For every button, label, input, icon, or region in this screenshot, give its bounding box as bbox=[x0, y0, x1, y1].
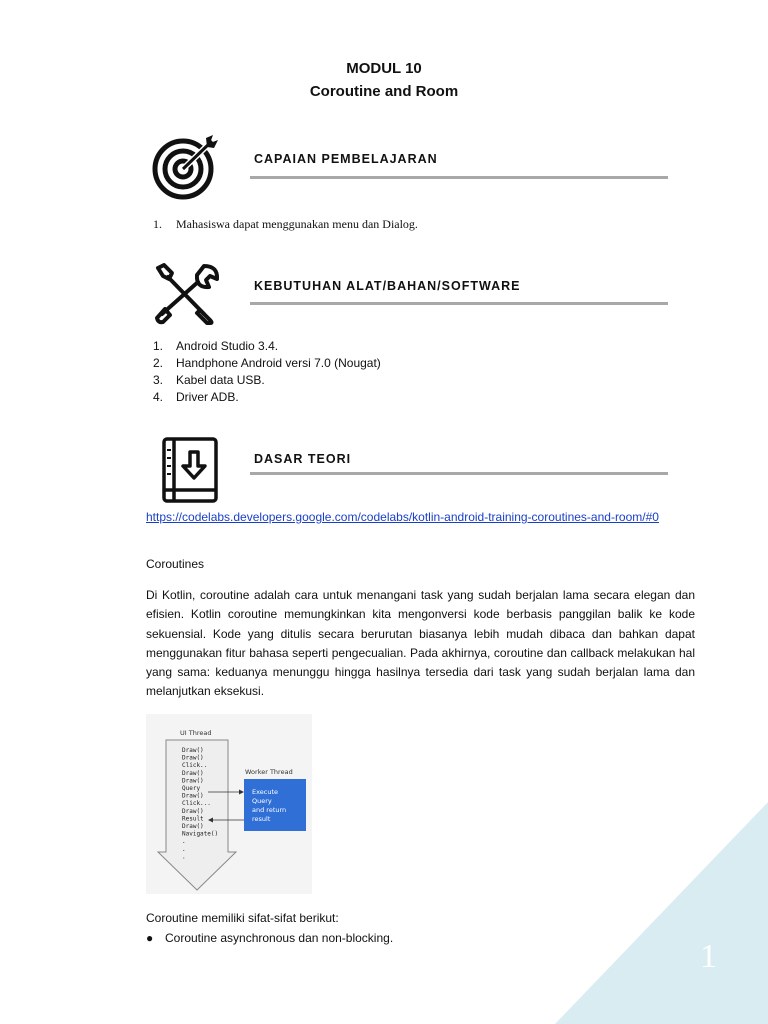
thread-call-label: Draw() bbox=[182, 777, 204, 785]
capaian-list bbox=[153, 216, 418, 233]
worker-box-label: Query bbox=[252, 797, 272, 805]
section-divider bbox=[250, 302, 668, 305]
section-divider bbox=[250, 176, 668, 179]
thread-call-label: . bbox=[182, 853, 186, 861]
list-item: 1. Mahasiswa dapat menggunakan menu dan Dialog. bbox=[153, 217, 418, 231]
list-item: 2. Handphone Android versi 7.0 (Nougat) bbox=[153, 356, 381, 370]
thread-call-label: Click.. bbox=[182, 762, 208, 770]
worker-box-label: Execute bbox=[252, 788, 278, 796]
thread-call-label: Draw() bbox=[182, 747, 204, 754]
thread-call-label: Draw() bbox=[182, 754, 204, 762]
bullet-dot: ● bbox=[146, 931, 154, 945]
page-title: Coroutine and Room bbox=[309, 83, 459, 100]
ui-thread-label: UI Thread bbox=[180, 729, 212, 737]
thread-call-label: Result bbox=[182, 815, 204, 823]
section-divider bbox=[250, 472, 668, 475]
worker-box-label: result bbox=[252, 815, 271, 823]
list-item: 1. Android Studio 3.4. bbox=[153, 339, 279, 353]
coroutine-paragraph: Di Kotlin, coroutine adalah cara untuk menangani task yang sudah berjalan lama secara elegan dan efisien. Kotlin coroutine memungkinkan kita mengonversi kode berbasis panggilan balik ke kode sekuensial. Kode yang ditulis secara berurutan biasanya lebih mudah dibaca dan bahkan dapat menggunakan fitur bahasa seperti pengecualian. Pada akhirnya, coroutine dan callback melakukan hal yang sama: keduanya menunggu hingga hasilnya tersedia dari task yang sudah berjalan lama dan melanjutkan eksekusi. bbox=[146, 588, 695, 699]
properties-intro: Coroutine memiliki sifat-sifat berikut: bbox=[146, 911, 339, 925]
worker-box bbox=[244, 779, 306, 831]
section-heading-dasar-teori: DASAR TEORI bbox=[254, 452, 352, 466]
download-book-icon bbox=[160, 436, 222, 504]
thread-call-label: Draw() bbox=[182, 792, 204, 800]
subheading-coroutines: Coroutines bbox=[146, 557, 205, 571]
list-item: 4. Driver ADB. bbox=[153, 390, 239, 404]
thread-call-label: Draw() bbox=[182, 807, 204, 815]
page-number: 1 bbox=[700, 938, 717, 975]
thread-call-label: Click... bbox=[182, 800, 211, 808]
section-heading-kebutuhan: KEBUTUHAN ALAT/BAHAN/SOFTWARE bbox=[254, 279, 521, 293]
codelabs-link[interactable]: https://codelabs.developers.google.com/codelabs/kotlin-android-training-coroutines-and-room/#0 bbox=[146, 510, 659, 524]
list-item: 3. Kabel data USB. bbox=[153, 373, 265, 387]
thread-call-label: . bbox=[182, 838, 186, 846]
worker-box-label: and return bbox=[252, 806, 287, 814]
kebutuhan-list bbox=[153, 338, 381, 406]
thread-call-label: Navigate() bbox=[182, 830, 219, 838]
target-icon bbox=[150, 134, 226, 200]
thread-call-label: Query bbox=[182, 785, 201, 792]
tools-icon bbox=[152, 262, 222, 326]
bullet-item: ● Coroutine asynchronous dan non-blocking. bbox=[146, 931, 394, 945]
worker-thread-label: Worker Thread bbox=[245, 768, 293, 776]
thread-call-label: Draw() bbox=[182, 769, 204, 777]
section-heading-capaian: CAPAIAN PEMBELAJARAN bbox=[254, 152, 438, 166]
corner-decoration bbox=[555, 802, 768, 1024]
module-number: MODUL 10 bbox=[346, 60, 422, 77]
thread-call-label: . bbox=[182, 845, 186, 853]
thread-call-label: Draw() bbox=[182, 823, 204, 830]
thread-diagram bbox=[146, 714, 312, 894]
